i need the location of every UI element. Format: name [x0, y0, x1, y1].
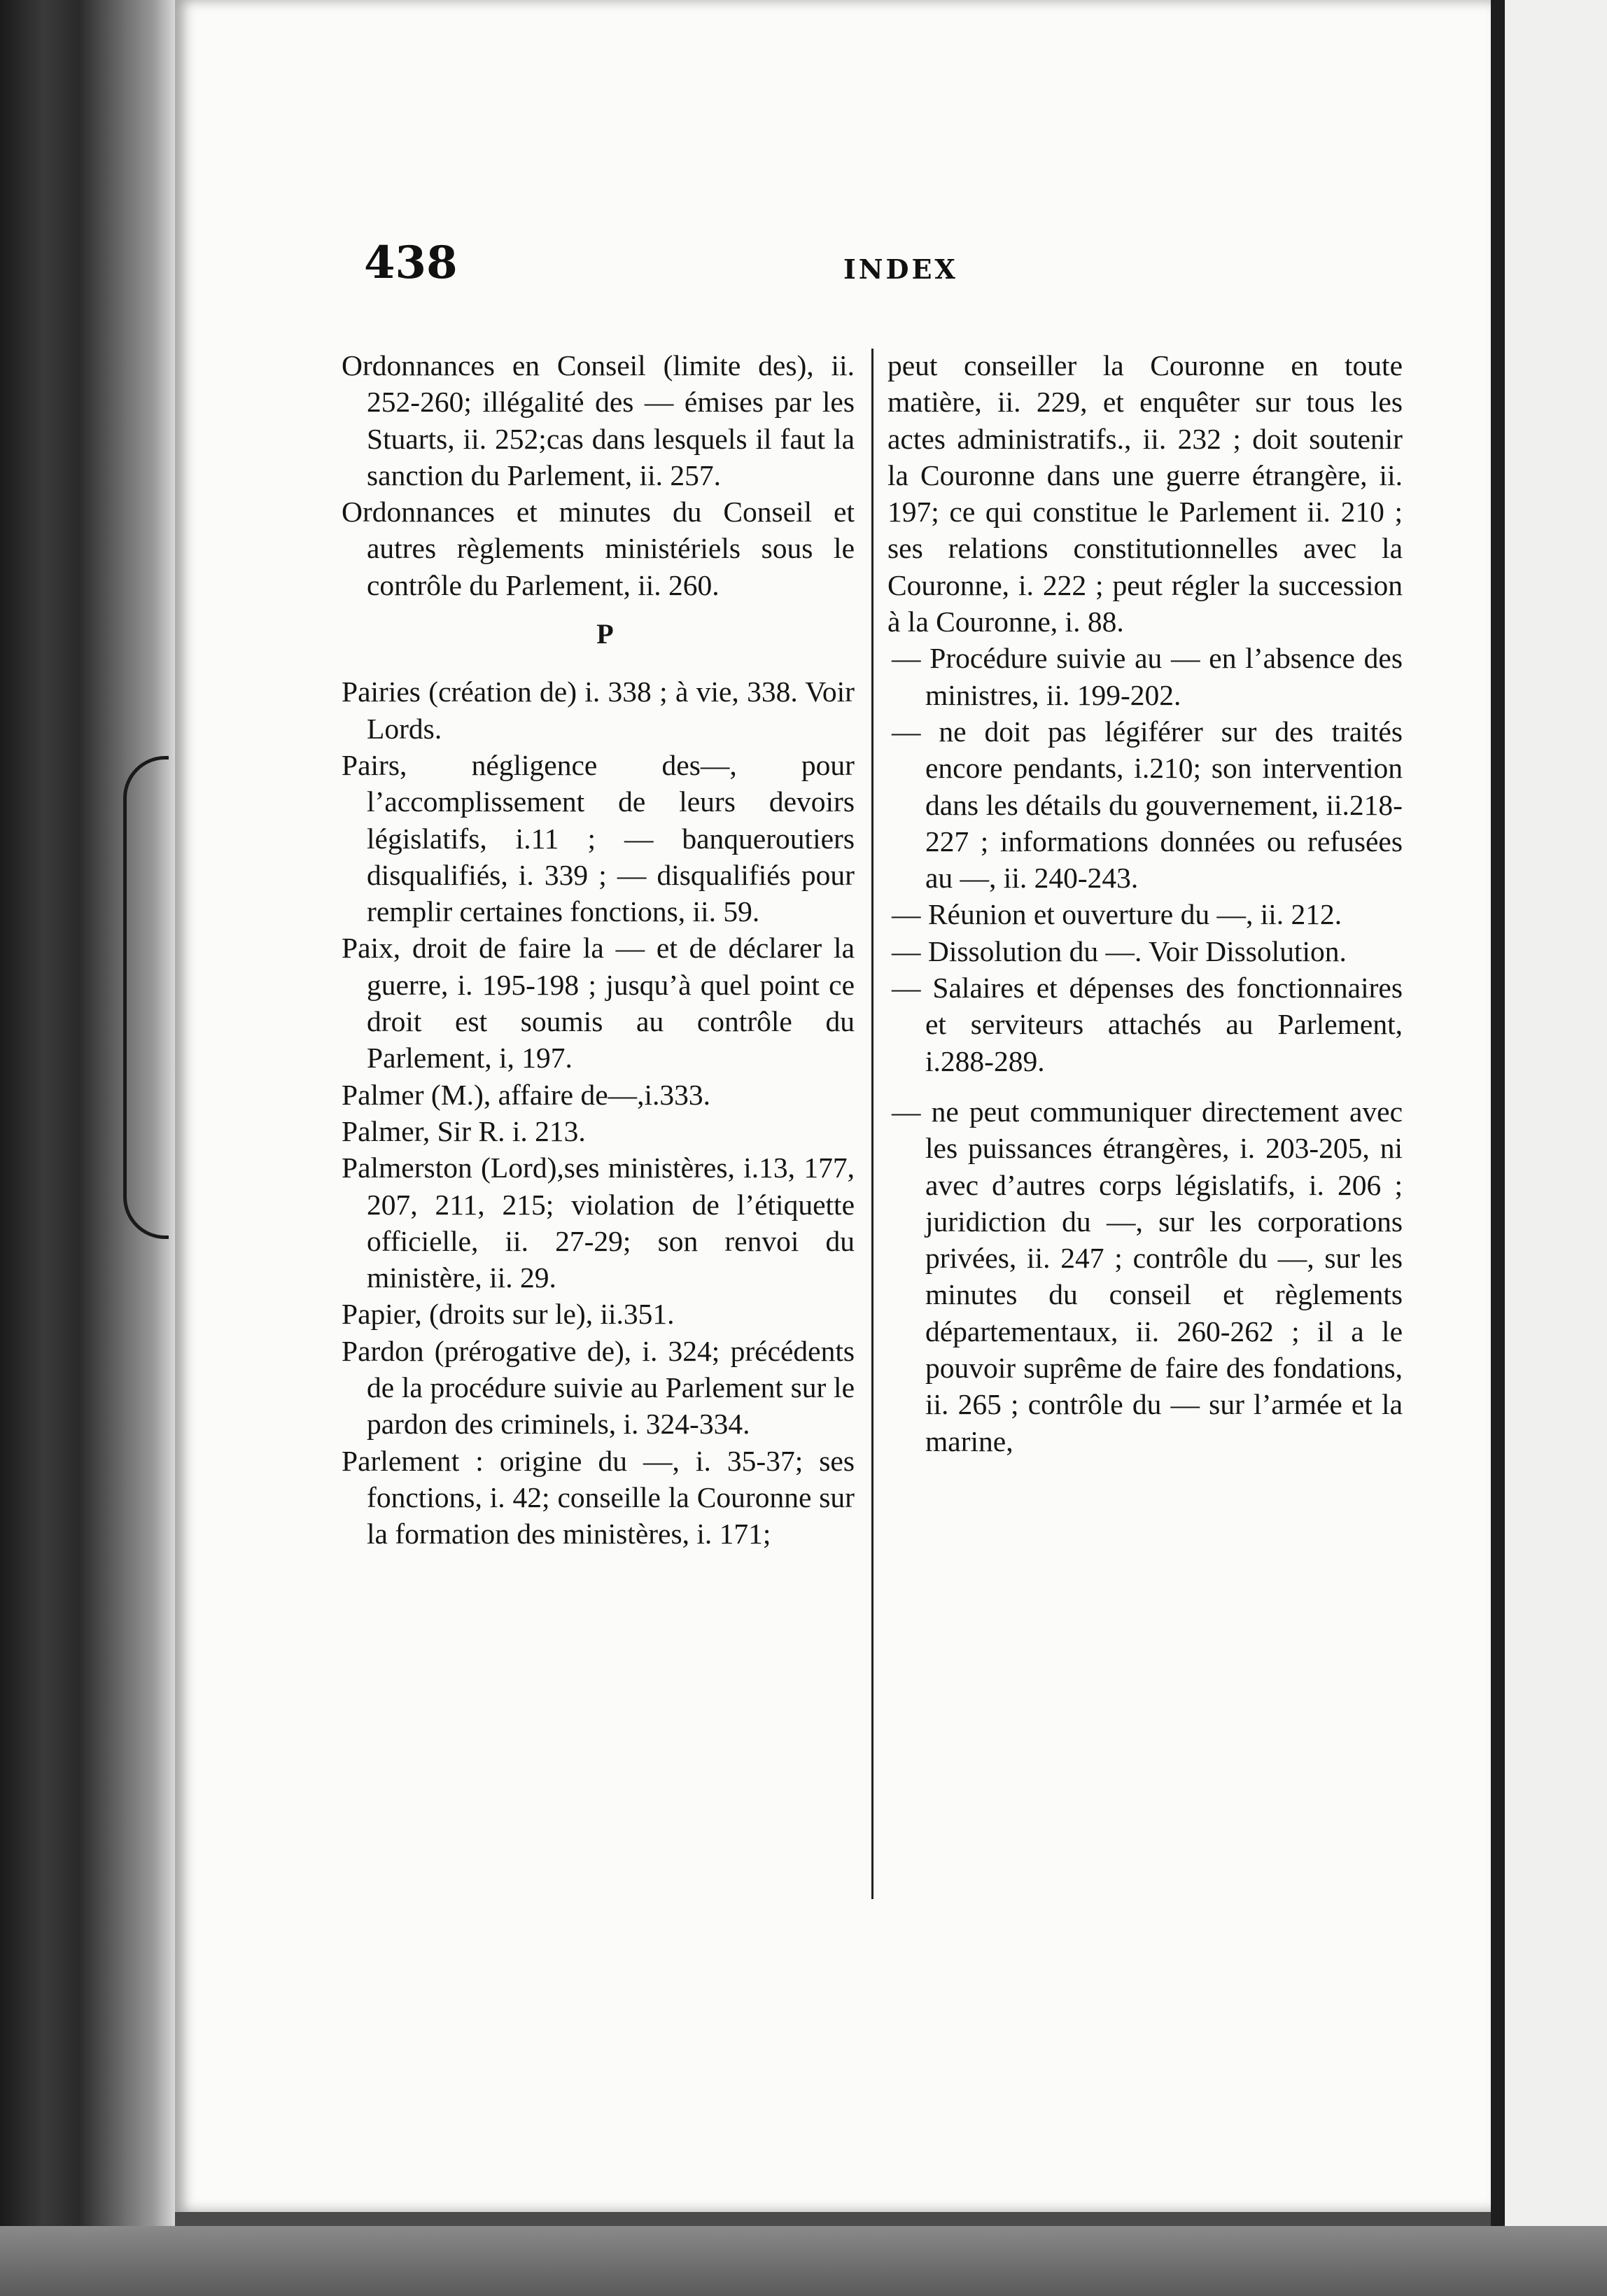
page-number: 438 — [364, 237, 458, 289]
index-subentry: — Salaires et dépenses des fonctionnaires et serviteurs attachés au Parlement, i.288-289. — [892, 972, 1403, 1077]
column-divider — [871, 349, 873, 1899]
index-entry: Pairs, négligence des—, pour l’accomplissement de leurs devoirs législatifs, i.11 ; — banqueroutiers disqualifiés, i. 339 ; — disqualifiés pour remplir certaines fonctions, ii. 59. — [342, 748, 855, 928]
adjacent-page-edge — [1505, 0, 1607, 2226]
index-entry: Palmerston (Lord),ses ministères, i.13, 177, 207, 211, 215; violation de l’étiquette officielle, ii. 27-29; son renvoi du ministère, ii. 29. — [342, 1152, 855, 1294]
page-gutter-shadow — [1491, 0, 1505, 2226]
index-entry: Ordonnances et minutes du Conseil et autres règlements ministériels sous le contrôle du Parlement, ii. 260. — [342, 496, 855, 601]
index-subentry: — ne doit pas légiférer sur des traités encore pendants, i.210; son intervention dans les détails du gouvernement, ii.218-227 ; informations données ou refusées au —, ii. 240-243. — [892, 715, 1403, 895]
index-subentry: — Réunion et ouverture du —, ii. 212. — [892, 898, 1342, 931]
index-entry-continuation: peut conseiller la Couronne en toute matière, ii. 229, et enquêter sur tous les actes administratifs., ii. 232 ; doit soutenir la Couronne dans une guerre étrangère, ii. 197; ce qui constitue le Parlement ii. 210 ; ses relations constitutionnelles avec la Couronne, i. 222 ; peut régler la succession à la Couronne, i. 88. — [887, 349, 1403, 638]
index-entry: Paix, droit de faire la — et de déclarer la guerre, i. 195-198 ; jusqu’à quel point ce droit est soumis au contrôle du Parlement, i, 197. — [342, 932, 855, 1074]
index-entry: Pairies (création de) i. 338 ; à vie, 338. Voir Lords. — [342, 676, 855, 745]
index-entry: Ordonnances en Conseil (limite des), ii. 252-260; illégalité des — émises par les Stuarts, ii. 252;cas dans lesquels il faut la sanction du Parlement, ii. 257. — [342, 349, 855, 491]
scan-bottom-margin — [0, 2226, 1607, 2296]
index-subentry: — Procédure suivie au — en l’absence des ministres, ii. 199-202. — [892, 642, 1403, 711]
index-entry: Palmer (M.), affaire de—,i.333. — [342, 1078, 711, 1111]
binding-stitch-mark — [123, 756, 169, 1239]
index-column-right — [887, 347, 1403, 1460]
index-entry: Pardon (prérogative de), i. 324; précédents de la procédure suivie au Parlement sur le pardon des criminels, i. 324-334. — [342, 1334, 855, 1441]
index-subentry: — ne peut communiquer directement avec les puissances étrangères, i. 203-205, ni avec d’autres corps législatifs, i. 206 ; juridiction du —, sur les corporations privées, ii. 247 ; contrôle du —, sur les minutes du conseil et règlements départementaux, ii. 260-262 ; il a le pouvoir suprême de faire des fondations, ii. 265 ; contrôle du — sur l’armée et la marine, — [892, 1095, 1403, 1457]
running-head: INDEX — [843, 253, 958, 285]
index-entry: Papier, (droits sur le), ii.351. — [342, 1298, 675, 1331]
index-subentry: — Dissolution du —. Voir Dissolution. — [892, 934, 1347, 967]
index-column-left — [342, 347, 855, 1553]
index-entry: Parlement : origine du —, i. 35-37; ses fonctions, i. 42; conseille la Couronne sur la formation des ministères, i. 171; — [342, 1444, 855, 1550]
index-entry: Palmer, Sir R. i. 213. — [342, 1114, 586, 1147]
section-letter: P — [596, 618, 614, 650]
